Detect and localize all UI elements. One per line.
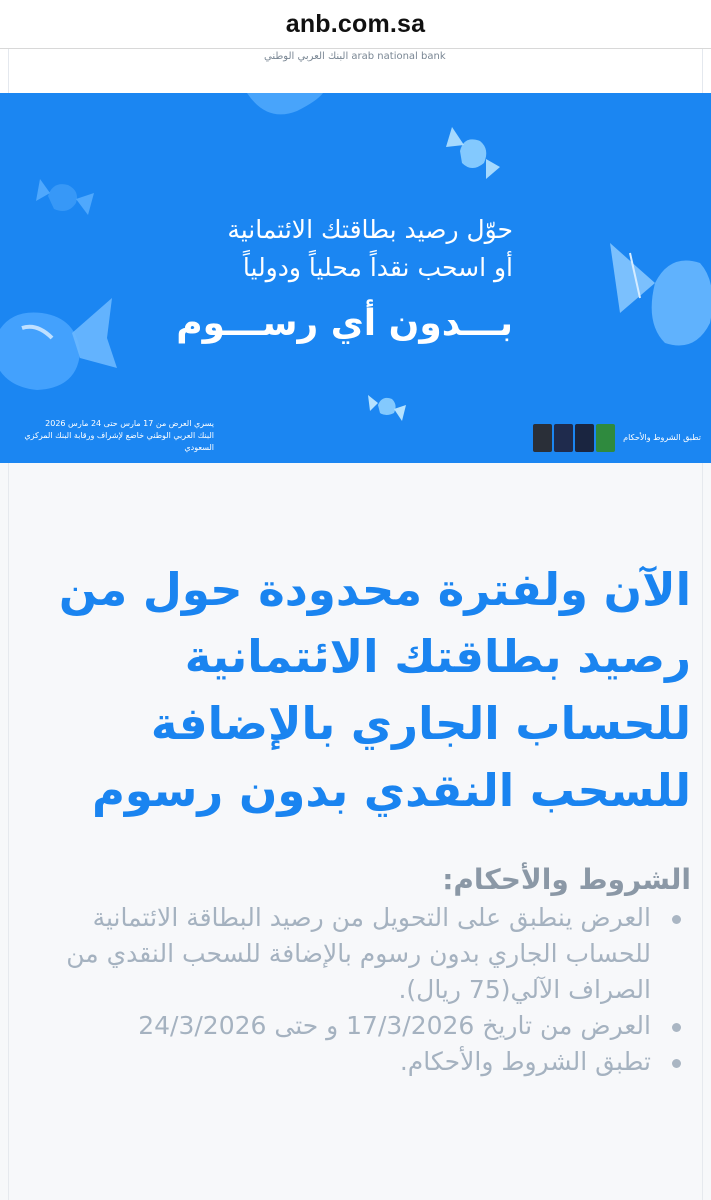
card-thumbnail: [575, 424, 594, 452]
page-edge-right: [702, 49, 703, 93]
regulator-text: البنك العربي الوطني خاضع لإشراف ورقابة البنك المركزي السعودي: [24, 431, 214, 452]
candy-icon: [364, 385, 408, 423]
banner-terms-link[interactable]: تطبق الشروط والأحكام: [623, 433, 701, 442]
banner-fine-print: [24, 418, 214, 454]
page-header: [0, 49, 711, 93]
url-text[interactable]: anb.com.sa: [285, 9, 426, 38]
card-thumbnail: [554, 424, 573, 452]
card-thumbnail: [533, 424, 552, 452]
candy-icon: [28, 171, 98, 221]
page-headline: الآن ولفترة محدودة حول من رصيد بطاقتك الائتمانية للحساب الجاري بالإضافة للسحب النقدي بدون رسوم: [58, 563, 691, 817]
page-edge-left: [8, 49, 9, 93]
terms-list: [63, 900, 683, 1080]
main-content: [0, 463, 711, 1200]
candy-icon: [442, 123, 502, 183]
card-thumbnail: [596, 424, 615, 452]
candy-icon: [237, 93, 327, 133]
bank-logo[interactable]: البنك العربي الوطني arab national bank: [264, 51, 446, 62]
browser-address-bar[interactable]: [0, 0, 711, 48]
content-edge-left: [8, 463, 9, 1200]
terms-title: الشروط والأحكام:: [442, 863, 691, 896]
candy-icon: [600, 223, 711, 363]
cards-image: [533, 424, 615, 452]
terms-list-item: تطبق الشروط والأحكام.: [63, 1044, 683, 1080]
banner-line-2: أو اسحب نقداً محلياً ودولياً: [242, 253, 513, 282]
content-edge-right: [702, 463, 703, 1200]
terms-list-item: العرض ينطبق على التحويل من رصيد البطاقة الائتمانية للحساب الجاري بدون رسوم بالإضافة للسحب النقدي من الصراف الآلي(75 ريال).: [63, 900, 683, 1008]
candy-icon: [0, 278, 122, 398]
banner-line-1: حوّل رصيد بطاقتك الائتمانية: [227, 215, 513, 244]
banner-line-3: بـــدون أي رســـوم: [176, 303, 513, 344]
offer-dates-text: يسري العرض من 17 مارس حتى 24 مارس 2026: [45, 419, 214, 428]
terms-list-item: العرض من تاريخ 17/3/2026 و حتى 24/3/2026: [63, 1008, 683, 1044]
promo-banner[interactable]: [0, 93, 711, 463]
